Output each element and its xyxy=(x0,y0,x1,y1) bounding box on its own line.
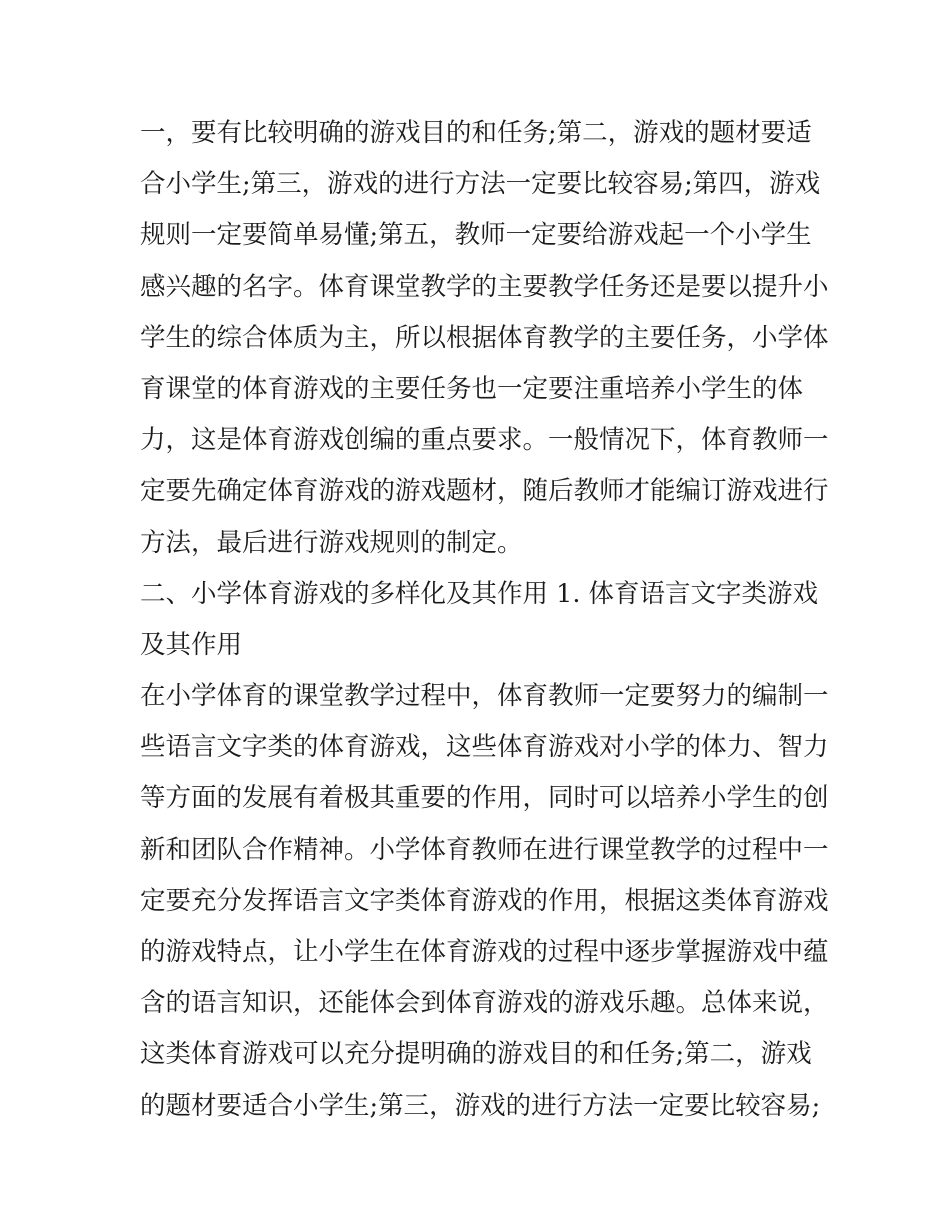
text-line: 力，这是体育游戏创编的重点要求。一般情况下，体育教师一 xyxy=(140,425,829,456)
text-line: 等方面的发展有着极其重要的作用，同时可以培养小学生的创 xyxy=(140,783,829,814)
text-line: 定要充分发挥语言文字类体育游戏的作用，根据这类体育游戏 xyxy=(140,885,829,916)
text-line: 定要先确定体育游戏的游戏题材，随后教师才能编订游戏进行 xyxy=(140,476,829,507)
text-line: 育课堂的体育游戏的主要任务也一定要注重培养小学生的体 xyxy=(140,373,804,404)
section-heading-line: 二、小学体育游戏的多样化及其作用 1. 体育语言文字类游戏 xyxy=(140,578,819,609)
text-line: 的题材要适合小学生;第三，游戏的进行方法一定要比较容易; xyxy=(140,1090,821,1121)
text-line: 一，要有比较明确的游戏目的和任务;第二，游戏的题材要适 xyxy=(140,118,812,148)
text-line: 规则一定要简单易懂;第五，教师一定要给游戏起一个小学生 xyxy=(140,220,812,251)
text-line: 的游戏特点，让小学生在体育游戏的过程中逐步掌握游戏中蕴 xyxy=(140,937,829,967)
text-line: 学生的综合体质为主，所以根据体育教学的主要任务，小学体 xyxy=(140,322,829,353)
text-line: 新和团队合作精神。小学体育教师在进行课堂教学的过程中一 xyxy=(140,834,829,865)
text-line: 含的语言知识，还能体会到体育游戏的游戏乐趣。总体来说， xyxy=(140,988,829,1019)
text-line: 合小学生;第三，游戏的进行方法一定要比较容易;第四，游戏 xyxy=(140,169,821,200)
text-line: 些语言文字类的体育游戏，这些体育游戏对小学的体力、智力 xyxy=(140,732,829,763)
section-heading-line: 及其作用 xyxy=(140,629,243,660)
text-line: 这类体育游戏可以充分提明确的游戏目的和任务;第二，游戏 xyxy=(140,1039,812,1070)
text-line: 感兴趣的名字。体育课堂教学的主要教学任务还是要以提升小 xyxy=(140,271,829,302)
text-line: 方法，最后进行游戏规则的制定。 xyxy=(140,527,523,558)
text-line: 在小学体育的课堂教学过程中，体育教师一定要努力的编制一 xyxy=(140,681,829,712)
body-text xyxy=(140,108,829,1132)
